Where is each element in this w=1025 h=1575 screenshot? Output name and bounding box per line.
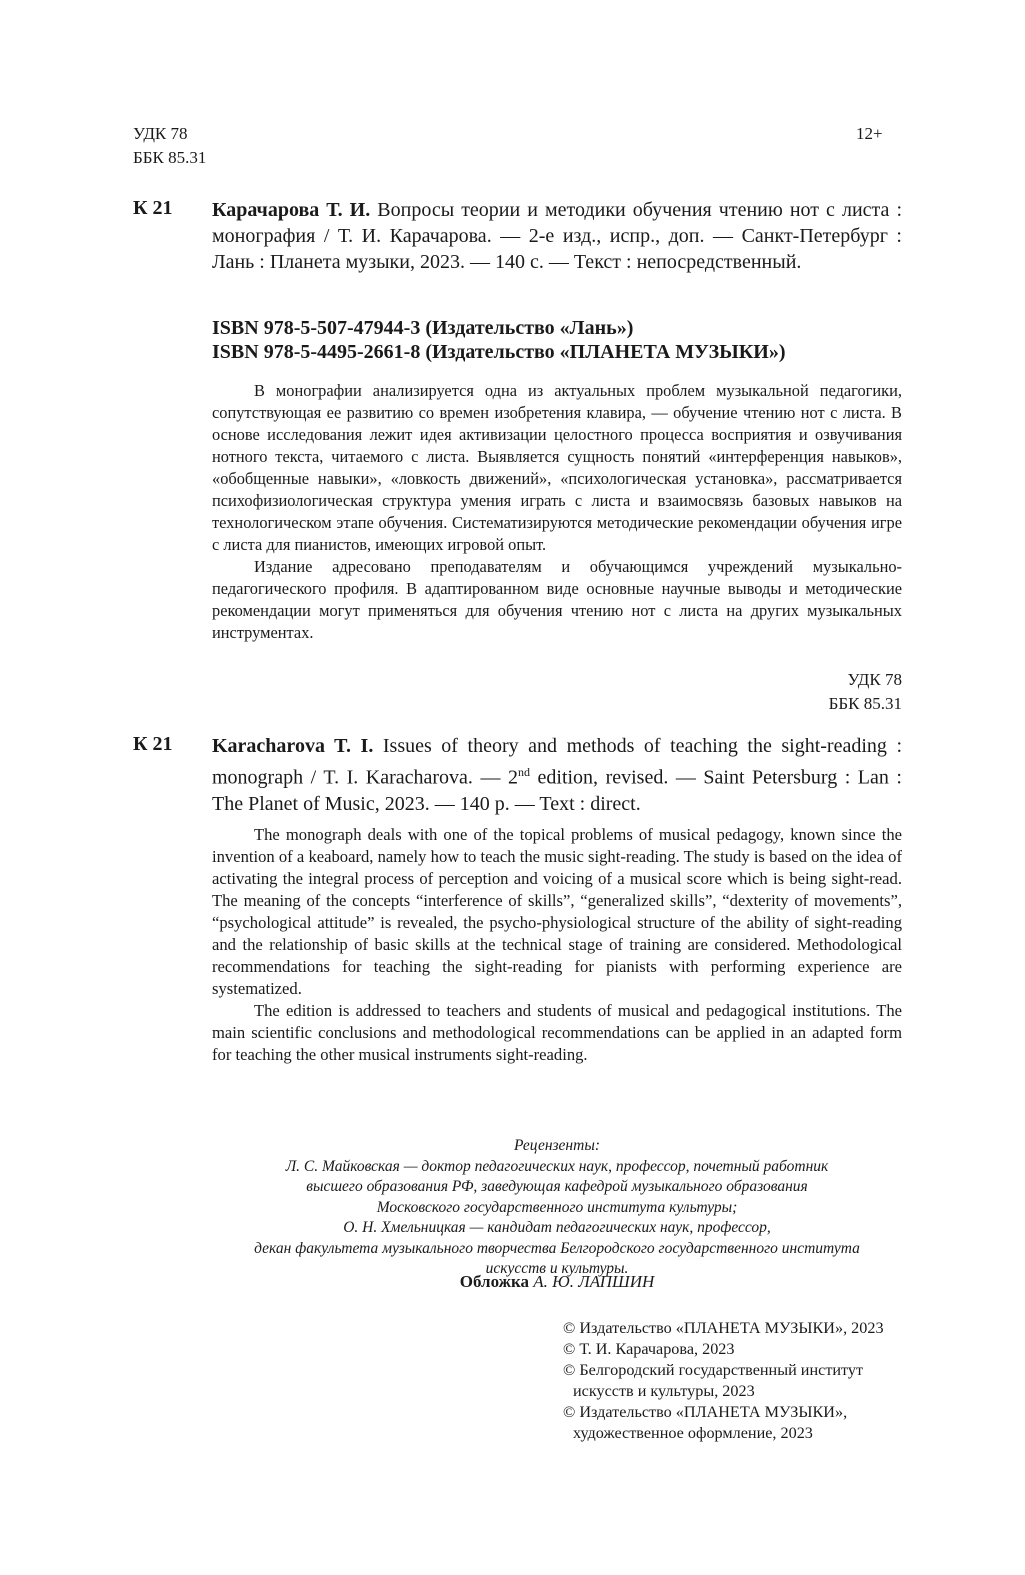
isbn-planeta: ISBN 978-5-4495-2661-8 (Издательство «ПЛАНЕТА МУЗЫКИ») [212,341,786,363]
copyright-line: © Издательство «ПЛАНЕТА МУЗЫКИ», [563,1403,848,1421]
reviewer-line: декан факультета музыкального творчества Белгородского государственного института [254,1239,860,1257]
reviewers-title: Рецензенты: [514,1137,600,1154]
header-classification [133,122,206,170]
isbn-block [212,316,785,364]
bbk-code: ББК 85.31 [828,694,902,713]
ru-bibliographic-entry [212,197,902,275]
ru-abstract-paragraph: Издание адресовано преподавателям и обучающимся учреждений музыкально-педагогического профиля. В адаптированном виде основные научные выводы и методические рекомендации могут применяться для обучения чтению нот с листа на других музыкальных инструментах. [212,557,902,642]
reviewer-line: О. Н. Хмельницкая — кандидат педагогических наук, профессор, [343,1219,771,1236]
en-entry-text-1: Issues of theory and methods of teaching the sight-reading : monograph / T. I. Karacharova. — 2 [212,735,902,789]
udk-code: УДК 78 [847,670,902,689]
reviewer-line: Московского государственного института культуры; [376,1198,738,1216]
cover-artist: А. Ю. ЛАПШИН [533,1272,655,1291]
edition-superscript: nd [517,765,530,779]
author-mark: К 21 [133,733,173,755]
copyright-line: художественное оформление, 2023 [573,1424,813,1442]
isbn-lan: ISBN 978-5-507-47944-3 (Издательство «Лань») [212,317,634,339]
en-abstract-paragraph: The monograph deals with one of the topical problems of musical pedagogy, known since the invention of a keaboard, namely how to teach the music sight-reading. The study is based on the idea of activating the integral process of perception and voicing of a musical score which is being sight-read. The meaning of the concepts “interference of skills”, “generalized skills”, “dexterity of movements”, “psychological attitude” is revealed, the psycho-physiological structure of the ability of sight-reading and the relationship of basic skills at the technical stage of training are considered. Methodological recommendations for teaching the sight-reading for pianists with performing experience are systematized. [212,825,902,998]
cover-label: Обложка [459,1272,530,1291]
ru-classification [829,668,902,716]
bbk-code: ББК 85.31 [133,148,207,167]
udk-code: УДК 78 [133,124,188,143]
reviewer-line: Л. С. Майковская — доктор педагогических наук, профессор, почетный работник [285,1157,829,1175]
reviewer-line: высшего образования РФ, заведующая кафедрой музыкального образования [306,1178,808,1195]
reviewer-line: искусств и культуры. [485,1260,629,1277]
ru-entry-text: Вопросы теории и методики обучения чтению нот с листа : монография / Т. И. Карачарова. — 2-е изд., испр., доп. — Санкт-Петербург : Лань : Планета музыки, 2023. — 140 с. — Текст : непосредственный. [212,199,902,273]
ru-author: Карачарова Т. И. [212,199,371,221]
en-entry-text-2: edition, revised. — Saint Petersburg : Lan : The Planet of Music, 2023. — 140 p. — Text : direct. [212,766,902,815]
copyright-line: искусств и культуры, 2023 [573,1382,755,1400]
copyright-block [563,1318,884,1444]
author-mark: К 21 [133,197,173,219]
en-abstract-paragraph: The edition is addressed to teachers and students of musical and pedagogical institutions. The main scientific conclusions and methodological recommendations can be applied in an adapted form for teaching the other musical instruments sight-reading. [212,1001,902,1064]
en-bibliographic-entry [212,733,902,817]
copyright-line: © Т. И. Карачарова, 2023 [563,1340,735,1358]
cover-credit [212,1272,902,1292]
copyright-line: © Белгородский государственный институт [563,1361,864,1379]
age-rating: 12+ [856,124,883,143]
reviewers-block [212,1136,902,1280]
en-author: Karacharova T. I. [212,735,374,757]
en-abstract [212,824,902,1066]
ru-abstract [212,380,902,644]
copyright-line: © Издательство «ПЛАНЕТА МУЗЫКИ», 2023 [563,1319,884,1337]
ru-abstract-paragraph: В монографии анализируется одна из актуальных проблем музыкальной педагогики, сопутствующая ее развитию со времен изобретения клавира, — обучение чтению нот с листа. В основе исследования лежит идея активизации целостного процесса восприятия и озвучивания нотного текста, читаемого с листа. Выявляется сущность понятий «интерференция навыков», «обобщенные навыки», «ловкость движений», «психологическая установка», рассматривается психофизиологическая структура умения играть с листа и взаимосвязь базовых навыков на технологическом этапе обучения. Систематизируются методические рекомендации обучения игре с листа для пианистов, имеющих игровой опыт. [212,381,902,554]
